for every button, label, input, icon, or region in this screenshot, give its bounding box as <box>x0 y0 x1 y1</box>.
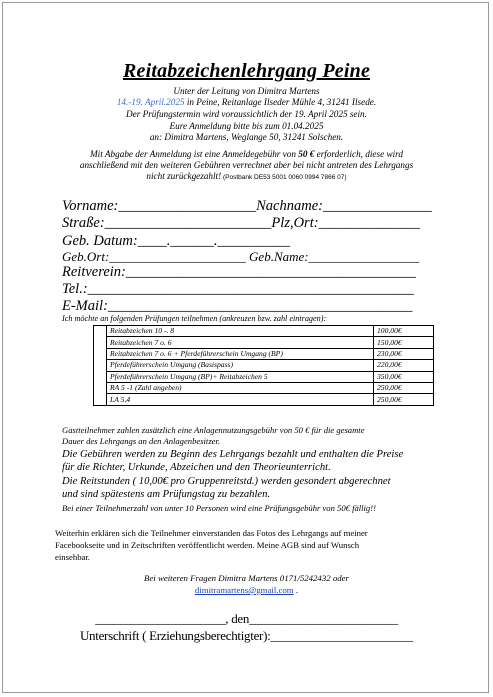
fee-line-1 <box>0 149 493 160</box>
fee-name: Pferdeführerschein Umgang (Basispass) <box>107 360 374 371</box>
pruefung-line: Der Prüfungstermin wird voraussichtlich der 19. April 2025 sein. <box>126 109 367 119</box>
address-line: an: Dimitra Martens, Weglange 50, 31241 Solschen. <box>149 132 344 142</box>
fee-name: Pferdeführerschein Umgang (BP)+ Reitabzeichen 5 <box>107 371 374 382</box>
fee-amount: 50 € <box>298 149 315 159</box>
fee-checkbox-cell[interactable] <box>94 382 107 393</box>
vorname-field[interactable]: Vorname:___________________ <box>62 198 257 214</box>
reitstunden-line-1: Die Reitstunden ( 10,00€ pro Gruppenreitstd.) werden gesondert abgerechnet <box>62 476 391 487</box>
fee-price: 250,00€ <box>374 382 434 393</box>
page-title: Reitabzeichenlehrgang Peine <box>122 60 371 82</box>
tel-field[interactable]: Tel.:_____________________________________________ <box>62 281 414 297</box>
foto-note <box>55 527 368 563</box>
fee-name: Reitabzeichen 7 o. 6 + Pferdeführerschein Umgang (BP) <box>107 348 374 359</box>
leitung-line: Unter der Leitung von Dimitra Martens <box>173 86 320 96</box>
email-line <box>0 585 493 595</box>
location: in Peine, Reitanlage Ilseder Mühle 4, 31241 Ilsede. <box>184 97 377 107</box>
geb-name-field[interactable]: Geb.Name:_________________ <box>249 249 420 264</box>
fee-row <box>94 360 434 371</box>
pruefungen-intro: Ich möchte an folgenden Prüfungen teilnehmen (ankreuzen bzw. zahl eintragen): <box>62 314 327 323</box>
nachname-field[interactable]: Nachname:_______________ <box>256 198 432 214</box>
fee-name: RA 5 -1 (Zahl angeben) <box>107 382 374 393</box>
fee-checkbox-cell[interactable] <box>94 394 107 405</box>
fee-checkbox-cell[interactable] <box>94 337 107 348</box>
fee-price: 220,00€ <box>374 360 434 371</box>
fee-price: 230,00€ <box>374 348 434 359</box>
fee-price: 150,00€ <box>374 337 434 348</box>
gast-note-line-2: Dauer des Lehrgangs an den Anlagenbesitzer. <box>62 436 221 446</box>
fee-price: 250,00€ <box>374 394 434 405</box>
fee-name: LA 5,4 <box>107 394 374 405</box>
geb-datum-field[interactable]: Geb. Datum:____.______.__________ <box>62 233 290 249</box>
fee-checkbox-cell[interactable] <box>94 326 107 337</box>
email-link[interactable]: dimitramartens@gmail.com <box>194 585 294 595</box>
gebuehren-line-1: Die Gebühren werden zu Beginn des Lehrgangs bezahlt und enthalten die Preise <box>62 449 404 460</box>
date-range: 14.-19. April.2025 <box>116 97 185 107</box>
fee-price: 350,00€ <box>374 371 434 382</box>
row-name <box>62 198 432 214</box>
fee-name: Reitabzeichen 7 o. 6 <box>107 337 374 348</box>
fee-checkbox-cell[interactable] <box>94 360 107 371</box>
signature-place-date[interactable]: _____________________, den________________________ <box>95 611 398 626</box>
foto-line-2: Facebookseite und in Zeitschriften veröffentlicht werden. Meine AGB sind auf Wunsch <box>55 540 360 550</box>
gast-note-line-1: Gastteilnehmer zahlen zusätzlich eine Anlagennutzungsgebühr von 50 € für die gesamte <box>62 425 365 435</box>
fee-row <box>94 326 434 337</box>
anmeldung-line: Eure Anmeldung bitte bis zum 01.04.2025 <box>169 121 324 131</box>
fee-name: Reitabzeichen 10 -. 8 <box>107 326 374 337</box>
reitverein-field[interactable]: Reitverein:________________________________________ <box>62 264 416 280</box>
foto-line-3: einsehbar. <box>55 552 90 562</box>
fee-line-3 <box>0 171 493 183</box>
reitstunden-note <box>62 475 391 501</box>
teilnehmer-note: Bei einer Teilnehmerzahl von unter 10 Personen wird eine Prüfungsgebühr von 50€ fällig!! <box>62 503 376 513</box>
email-field[interactable]: E-Mail:__________________________________________ <box>62 298 413 314</box>
signature-line[interactable]: Unterschrift ( Erziehungsberechtigter):_______________________ <box>79 628 414 643</box>
gebuehren-note <box>62 448 403 474</box>
fee-line-2: anschließend mit den weiteren Gebühren verrechnet aber bei nicht antreten des Lehrgangs <box>79 160 414 170</box>
fee-row <box>94 337 434 348</box>
fee-text-end: erforderlich, diese wird <box>314 149 403 159</box>
gast-note <box>62 425 365 447</box>
row-geburt <box>62 249 419 265</box>
strasse-field[interactable]: Straße:_______________________Plz,Ort:______________ <box>62 215 421 231</box>
geb-ort-field[interactable]: Geb.Ort:_____________________ <box>62 249 246 264</box>
date-location-line <box>0 97 493 108</box>
reitstunden-line-2: und sind spätestens am Prüfungstag zu bezahlen. <box>62 489 271 500</box>
fee-row <box>94 382 434 393</box>
foto-line-1: Weiterhin erklären sich die Teilnehmer einverstanden das Fotos des Lehrgangs auf meiner <box>55 528 368 538</box>
fee-checkbox-cell[interactable] <box>94 348 107 359</box>
fragen-line: Bei weiteren Fragen Dimitra Martens 0171/5242432 oder <box>144 573 349 583</box>
fee-row <box>94 394 434 405</box>
bank-details: (Postbank DE53 5001 0060 0994 7866 07) <box>221 174 347 181</box>
fee-price: 100,00€ <box>374 326 434 337</box>
fee-checkbox-cell[interactable] <box>94 371 107 382</box>
email-suffix: . <box>293 585 299 595</box>
fee-row <box>94 348 434 359</box>
fee-table <box>93 325 434 406</box>
fee-text: Mit Abgabe der Anmeldung ist eine Anmeldegebühr von <box>90 149 299 159</box>
fee-no-refund: nicht zurückgezahlt! <box>146 171 222 181</box>
fee-row <box>94 371 434 382</box>
gebuehren-line-2: für die Richter, Urkunde, Abzeichen und den Theorieunterricht. <box>62 462 331 473</box>
